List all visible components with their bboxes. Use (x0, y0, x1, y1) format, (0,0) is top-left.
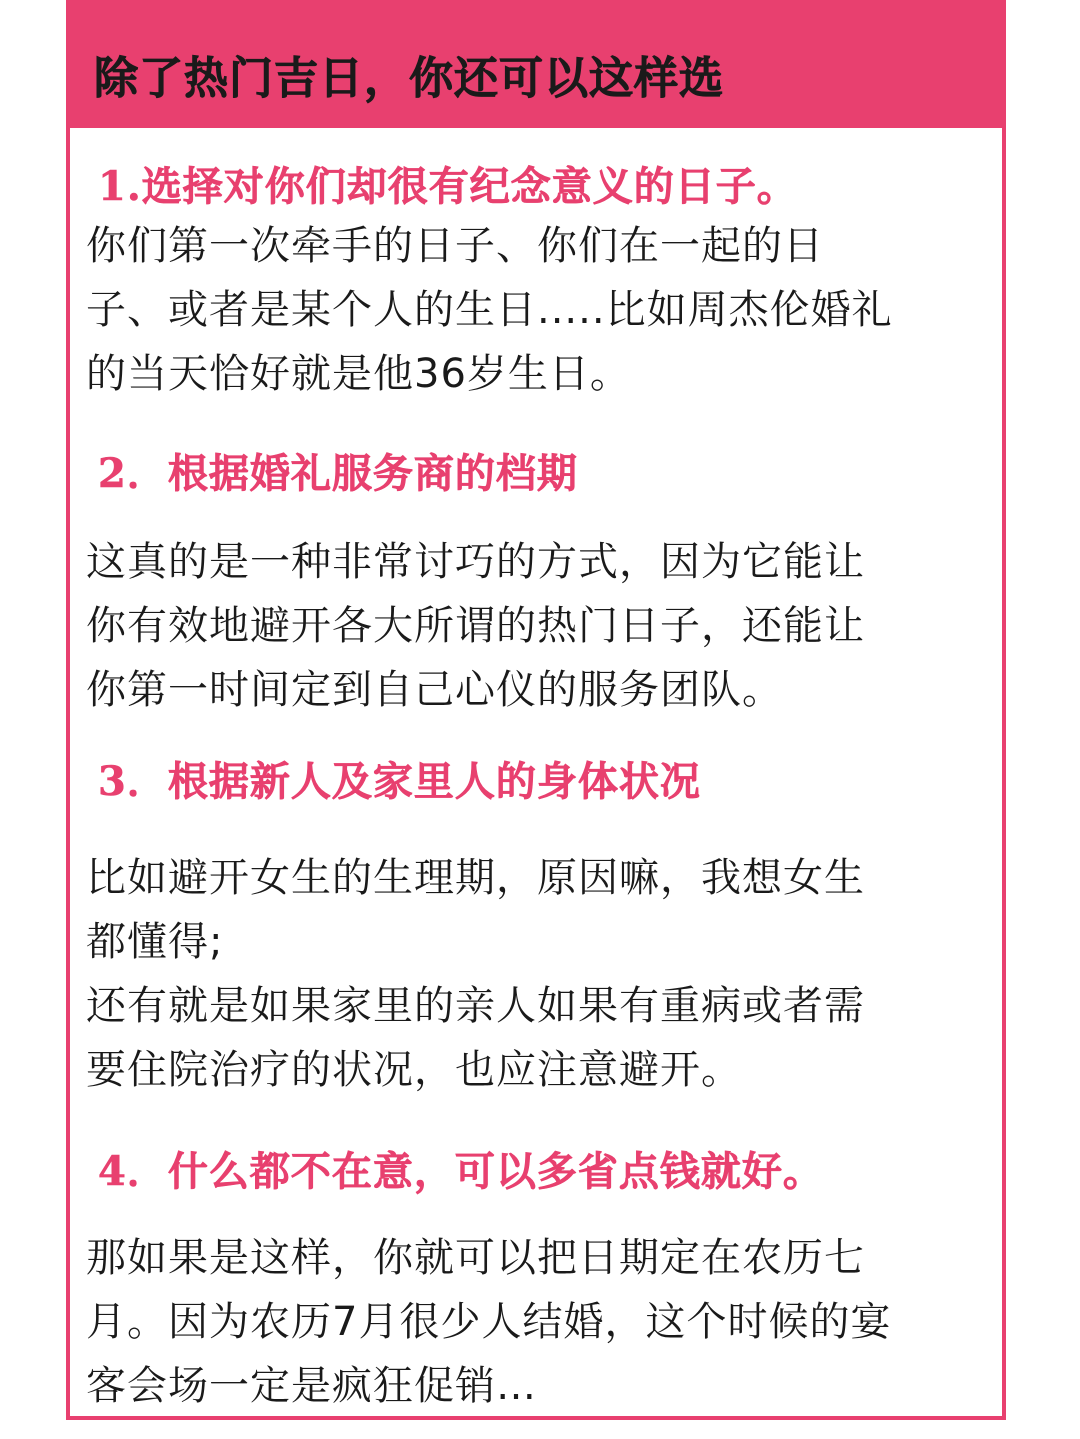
page-title: 除了热门吉日，你还可以这样选 (94, 53, 724, 104)
body-line: 那如果是这样，你就可以把日期定在农历七 (86, 1235, 865, 1281)
body-line: 月。因为农历7月很少人结婚，这个时候的宴 (86, 1299, 892, 1345)
section-body-4 (86, 1226, 996, 1418)
body-line: 比如避开女生的生理期，原因嘛，我想女生 (86, 855, 865, 901)
body-line: 你第一时间定到自己心仪的服务团队。 (86, 667, 783, 713)
body-line: 你有效地避开各大所谓的热门日子，还能让 (86, 603, 865, 649)
body-line: 都懂得; (86, 919, 224, 965)
section-heading-1: 1.选择对你们却很有纪念意义的日子。 (98, 163, 798, 210)
body-line: 还有就是如果家里的亲人如果有重病或者需 (86, 983, 865, 1029)
body-line: 这真的是一种非常讨巧的方式，因为它能让 (86, 539, 865, 585)
section-heading-4: 4．什么都不在意，可以多省点钱就好。 (98, 1148, 824, 1195)
body-line: 你们第一次牵手的日子、你们在一起的日 (86, 223, 824, 269)
body-line: 子、或者是某个人的生日.....比如周杰伦婚礼 (86, 287, 893, 333)
section-heading-3: 3．根据新人及家里人的身体状况 (98, 758, 701, 805)
article-card (66, 0, 1006, 1420)
section-body-2 (86, 530, 996, 722)
section-body-3 (86, 846, 996, 1102)
header-banner (70, 0, 1002, 128)
body-line: 的当天恰好就是他36岁生日。 (86, 351, 631, 397)
section-body-1 (86, 214, 996, 406)
body-line: 要住院治疗的状况，也应注意避开。 (86, 1047, 742, 1093)
section-heading-2: 2．根据婚礼服务商的档期 (98, 450, 578, 497)
body-line: 客会场一定是疯狂促销… (86, 1363, 537, 1409)
